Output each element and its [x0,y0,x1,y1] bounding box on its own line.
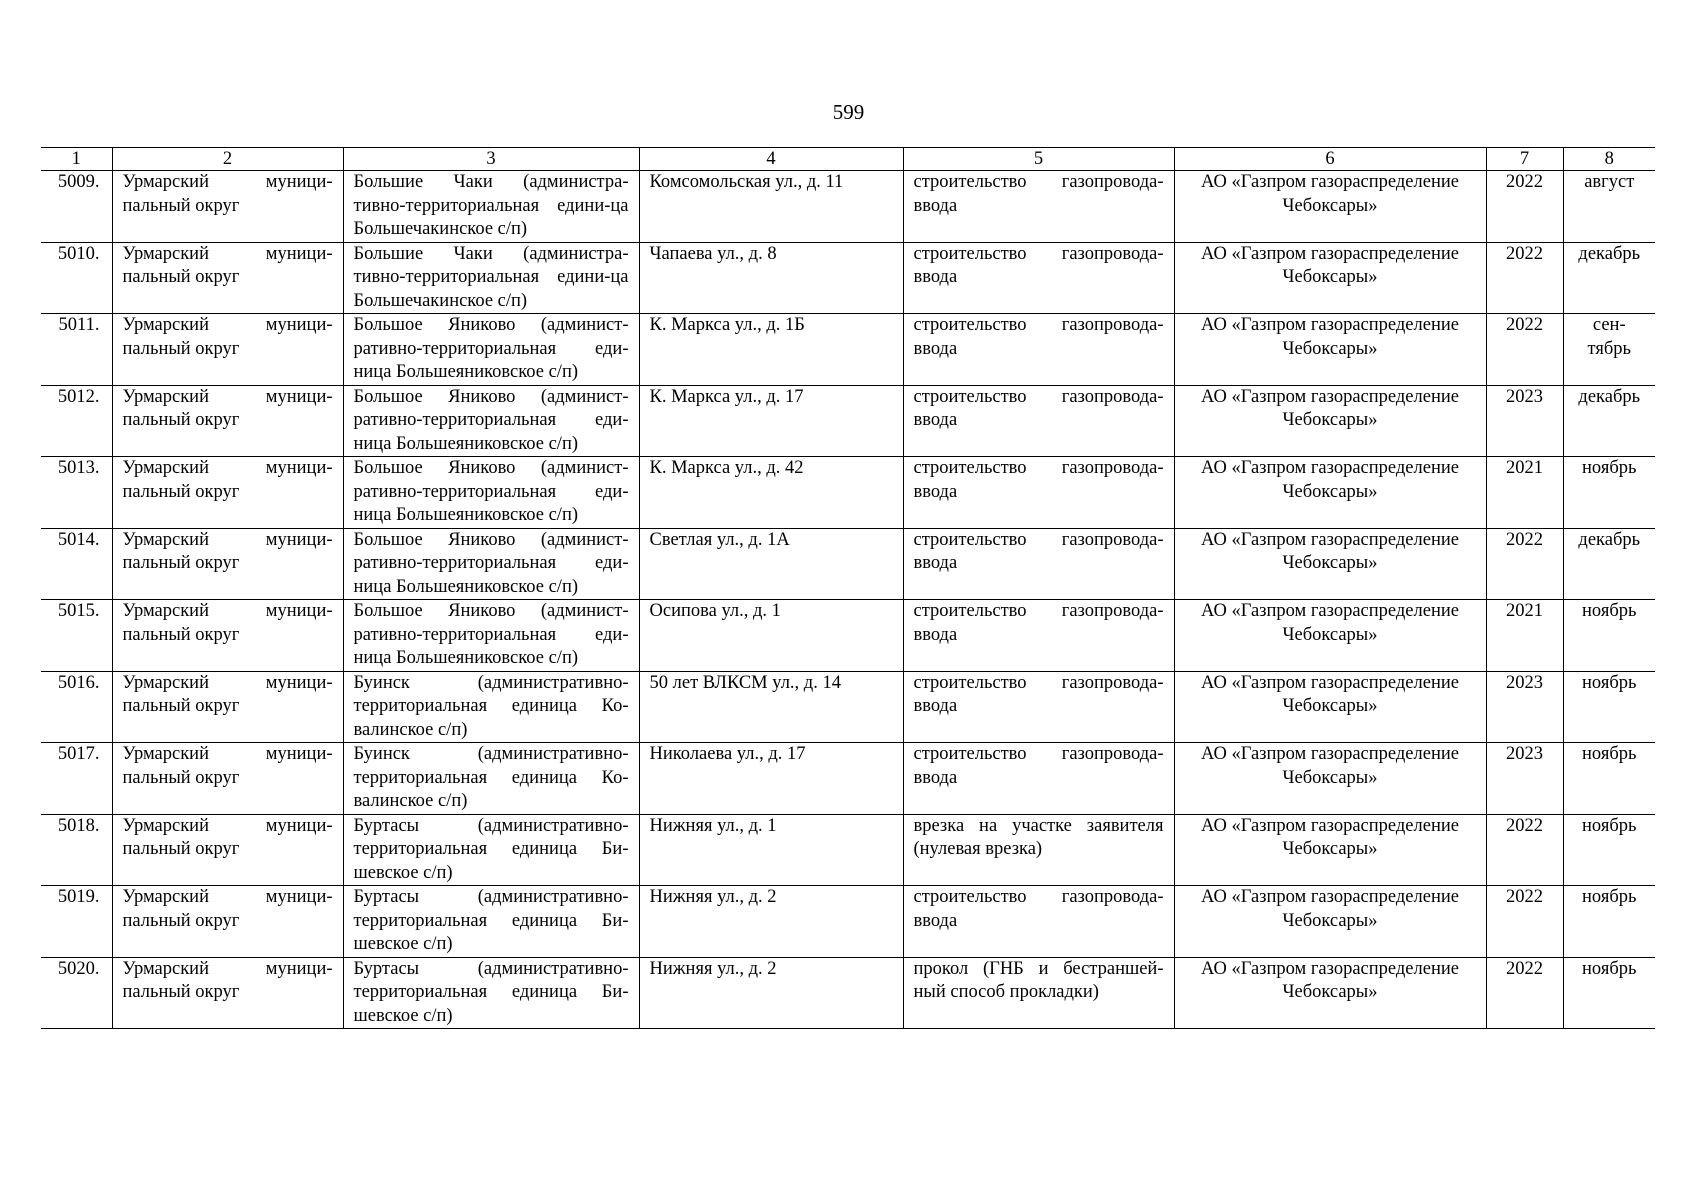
address-cell: Светлая ул., д. 1А [639,528,903,600]
work-type-cell: строительство газопровода-ввода [903,457,1174,529]
work-type-cell: прокол (ГНБ и бестраншей-ный способ прокладки) [903,957,1174,1029]
organization-cell: АО «Газпром газораспределение Чебоксары» [1174,886,1486,958]
organization-cell: АО «Газпром газораспределение Чебоксары» [1174,814,1486,886]
table-row [41,743,1655,815]
row-number: 5013. [41,457,112,529]
row-number: 5014. [41,528,112,600]
row-number: 5011. [41,314,112,386]
row-number: 5020. [41,957,112,1029]
work-type-cell: строительство газопровода-ввода [903,171,1174,243]
page-number: 599 [832,100,865,124]
district-cell: Урмарский муници-пальный округ [112,314,343,386]
row-number: 5009. [41,171,112,243]
table-row [41,385,1655,457]
organization-cell: АО «Газпром газораспределение Чебоксары» [1174,457,1486,529]
table-row [41,957,1655,1029]
month-cell: ноябрь [1563,457,1655,529]
locality-cell: Большое Яниково (админист-ративно-территориальная еди-ница Большеяниковское с/п) [343,600,639,672]
row-number: 5018. [41,814,112,886]
work-type-cell: строительство газопровода-ввода [903,528,1174,600]
work-type-cell: строительство газопровода-ввода [903,314,1174,386]
district-cell: Урмарский муници-пальный округ [112,814,343,886]
table-row [41,314,1655,386]
month-cell: декабрь [1563,242,1655,314]
address-cell: К. Маркса ул., д. 1Б [639,314,903,386]
work-type-cell: строительство газопровода-ввода [903,886,1174,958]
table-row [41,528,1655,600]
district-cell: Урмарский муници-пальный округ [112,457,343,529]
table-body [41,171,1655,1029]
month-cell: ноябрь [1563,814,1655,886]
work-type-cell: врезка на участке заявителя (нулевая врезка) [903,814,1174,886]
year-cell: 2022 [1486,314,1563,386]
column-header: 1 [41,148,112,171]
table-row [41,600,1655,672]
locality-cell: Большое Яниково (админист-ративно-территориальная еди-ница Большеяниковское с/п) [343,314,639,386]
column-number-row [41,148,1655,171]
district-cell: Урмарский муници-пальный округ [112,171,343,243]
address-cell: Комсомольская ул., д. 11 [639,171,903,243]
locality-cell: Большое Яниково (админист-ративно-территориальная еди-ница Большеяниковское с/п) [343,385,639,457]
year-cell: 2021 [1486,457,1563,529]
table-row [41,242,1655,314]
district-cell: Урмарский муници-пальный округ [112,385,343,457]
locality-cell: Большое Яниково (админист-ративно-территориальная еди-ница Большеяниковское с/п) [343,457,639,529]
month-cell: ноябрь [1563,886,1655,958]
organization-cell: АО «Газпром газораспределение Чебоксары» [1174,171,1486,243]
year-cell: 2023 [1486,743,1563,815]
organization-cell: АО «Газпром газораспределение Чебоксары» [1174,242,1486,314]
work-type-cell: строительство газопровода-ввода [903,385,1174,457]
district-cell: Урмарский муници-пальный округ [112,528,343,600]
district-cell: Урмарский муници-пальный округ [112,743,343,815]
year-cell: 2023 [1486,671,1563,743]
row-number: 5016. [41,671,112,743]
table-row [41,671,1655,743]
month-cell: ноябрь [1563,600,1655,672]
address-cell: Нижняя ул., д. 1 [639,814,903,886]
row-number: 5012. [41,385,112,457]
organization-cell: АО «Газпром газораспределение Чебоксары» [1174,957,1486,1029]
address-cell: Чапаева ул., д. 8 [639,242,903,314]
organization-cell: АО «Газпром газораспределение Чебоксары» [1174,600,1486,672]
row-number: 5015. [41,600,112,672]
district-cell: Урмарский муници-пальный округ [112,671,343,743]
year-cell: 2021 [1486,600,1563,672]
register-table [41,147,1655,1029]
column-header: 6 [1174,148,1486,171]
year-cell: 2023 [1486,385,1563,457]
district-cell: Урмарский муници-пальный округ [112,957,343,1029]
table-row [41,457,1655,529]
locality-cell: Большие Чаки (администра-тивно-территориальная едини-ца Большечакинское с/п) [343,171,639,243]
year-cell: 2022 [1486,814,1563,886]
organization-cell: АО «Газпром газораспределение Чебоксары» [1174,385,1486,457]
organization-cell: АО «Газпром газораспределение Чебоксары» [1174,314,1486,386]
table-row [41,886,1655,958]
address-cell: 50 лет ВЛКСМ ул., д. 14 [639,671,903,743]
locality-cell: Буинск (административно-территориальная единица Ко-валинское с/п) [343,671,639,743]
column-header: 7 [1486,148,1563,171]
address-cell: К. Маркса ул., д. 42 [639,457,903,529]
year-cell: 2022 [1486,242,1563,314]
month-cell: декабрь [1563,528,1655,600]
month-cell: август [1563,171,1655,243]
column-header: 2 [112,148,343,171]
work-type-cell: строительство газопровода-ввода [903,671,1174,743]
address-cell: Нижняя ул., д. 2 [639,957,903,1029]
table-row [41,814,1655,886]
locality-cell: Буинск (административно-территориальная единица Ко-валинское с/п) [343,743,639,815]
month-cell: декабрь [1563,385,1655,457]
column-header: 8 [1563,148,1655,171]
table-row [41,171,1655,243]
locality-cell: Большие Чаки (администра-тивно-территориальная едини-ца Большечакинское с/п) [343,242,639,314]
year-cell: 2022 [1486,957,1563,1029]
row-number: 5017. [41,743,112,815]
month-cell: сен-тябрь [1563,314,1655,386]
district-cell: Урмарский муници-пальный округ [112,886,343,958]
district-cell: Урмарский муници-пальный округ [112,242,343,314]
organization-cell: АО «Газпром газораспределение Чебоксары» [1174,528,1486,600]
column-header: 4 [639,148,903,171]
month-cell: ноябрь [1563,957,1655,1029]
year-cell: 2022 [1486,886,1563,958]
year-cell: 2022 [1486,528,1563,600]
organization-cell: АО «Газпром газораспределение Чебоксары» [1174,743,1486,815]
month-cell: ноябрь [1563,743,1655,815]
work-type-cell: строительство газопровода-ввода [903,743,1174,815]
month-cell: ноябрь [1563,671,1655,743]
row-number: 5010. [41,242,112,314]
locality-cell: Буртасы (административно-территориальная единица Би-шевское с/п) [343,886,639,958]
organization-cell: АО «Газпром газораспределение Чебоксары» [1174,671,1486,743]
address-cell: Николаева ул., д. 17 [639,743,903,815]
work-type-cell: строительство газопровода-ввода [903,600,1174,672]
column-header: 3 [343,148,639,171]
address-cell: Нижняя ул., д. 2 [639,886,903,958]
work-type-cell: строительство газопровода-ввода [903,242,1174,314]
column-header: 5 [903,148,1174,171]
row-number: 5019. [41,886,112,958]
locality-cell: Буртасы (административно-территориальная единица Би-шевское с/п) [343,814,639,886]
district-cell: Урмарский муници-пальный округ [112,600,343,672]
year-cell: 2022 [1486,171,1563,243]
locality-cell: Буртасы (административно-территориальная единица Би-шевское с/п) [343,957,639,1029]
address-cell: Осипова ул., д. 1 [639,600,903,672]
address-cell: К. Маркса ул., д. 17 [639,385,903,457]
locality-cell: Большое Яниково (админист-ративно-территориальная еди-ница Большеяниковское с/п) [343,528,639,600]
